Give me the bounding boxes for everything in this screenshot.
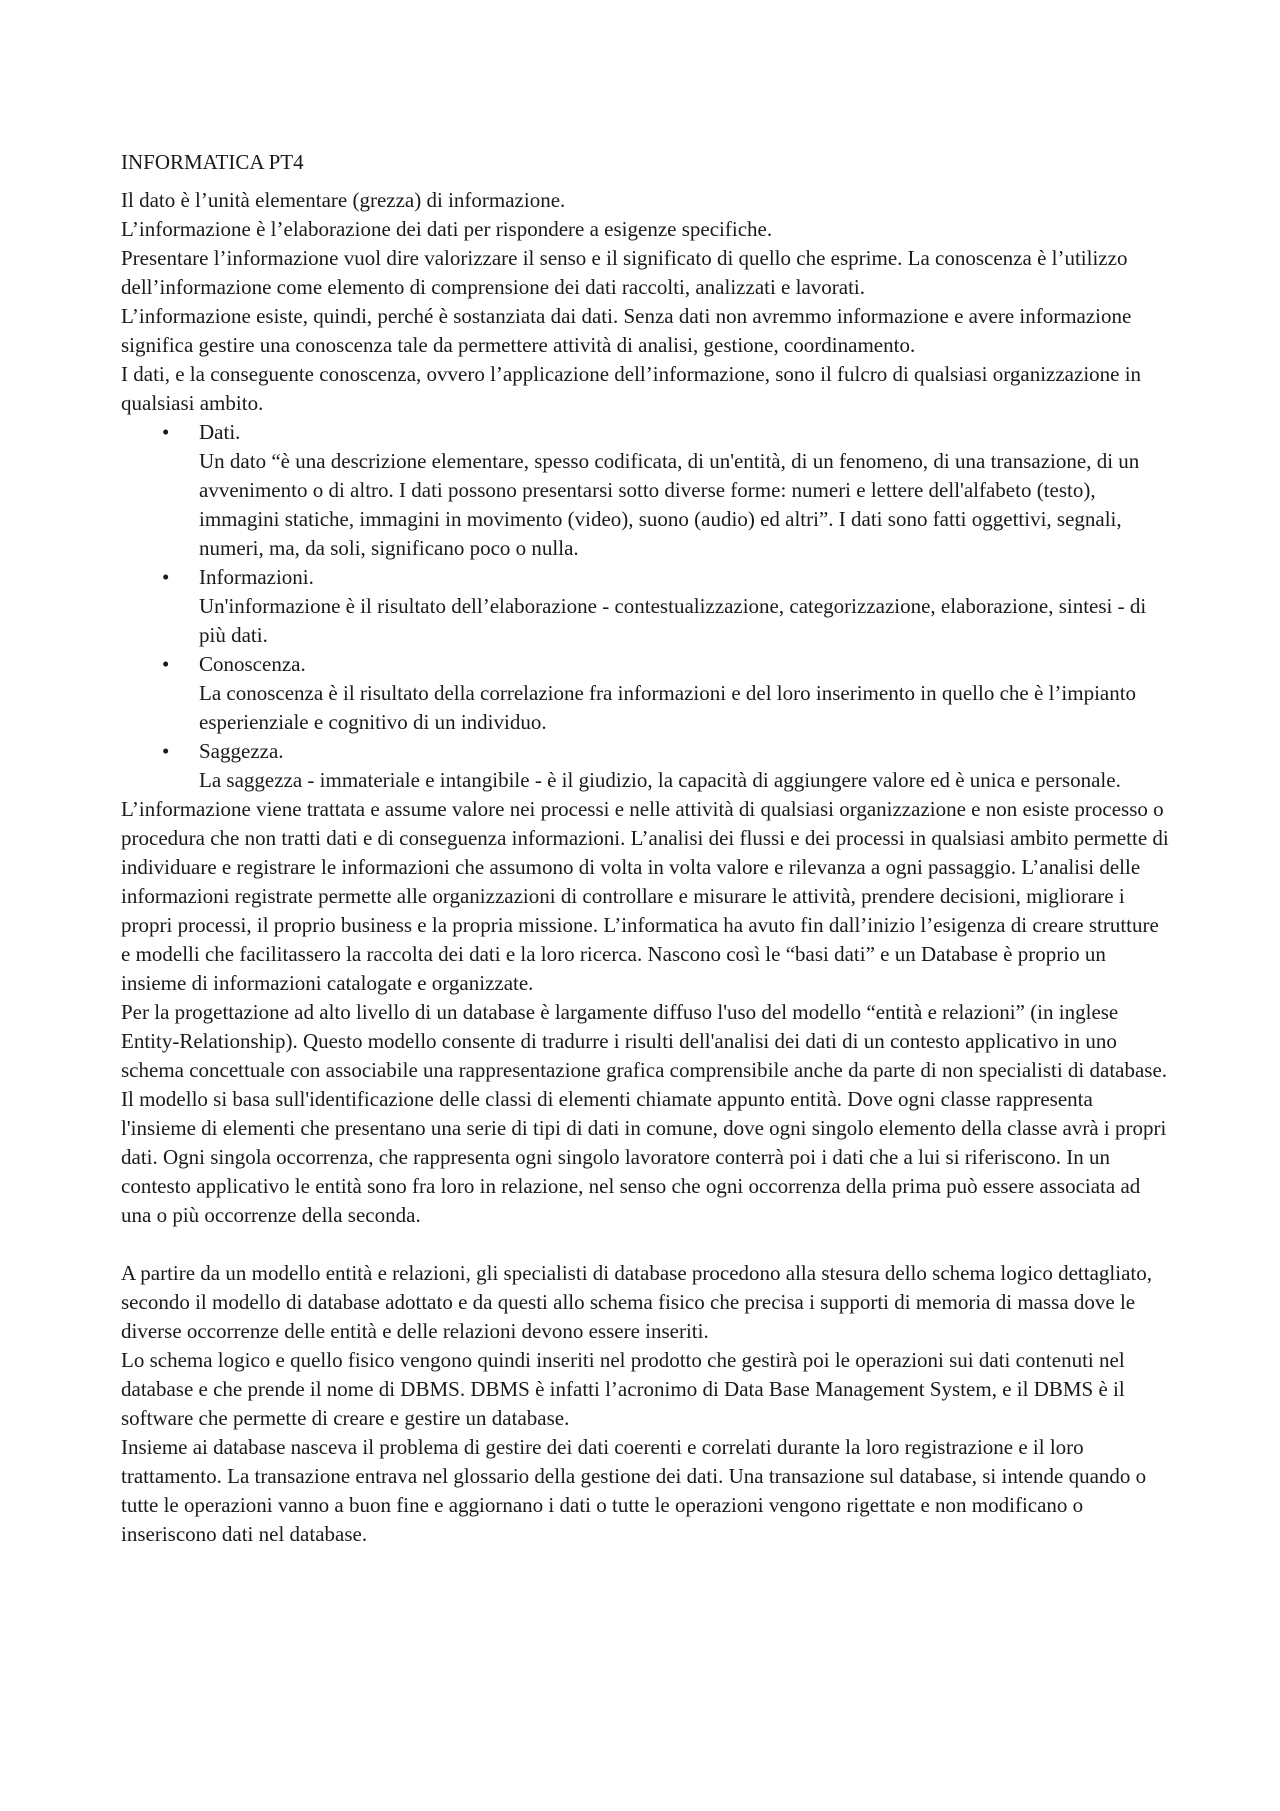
bullet-marker: • (162, 565, 170, 589)
bullet-marker: • (162, 652, 170, 676)
intro-block (121, 186, 1171, 418)
body-block-b (121, 1259, 1171, 1549)
body-paragraph-logical-schema: A partire da un modello entità e relazioni, gli specialisti di database procedono alla stesura dello schema logico dettagliato, secondo il modello di database adottato e da questi allo schema fisico che precisa i supporti di memoria di massa dove le diverse occorrenze delle entità e delle relazioni devono essere inseriti. (121, 1261, 1152, 1343)
body-paragraph-transactions: Insieme ai database nasceva il problema di gestire dei dati coerenti e correlati durante la loro registrazione e il loro trattamento. La transazione entrava nel glossario della gestione dei dati. Una transazione sul database, si intende quando o tutte le operazioni vanno a buon fine e aggiornano i dati o tutte le operazioni vengono rigettate e non modificano o inseriscono dati nel database. (121, 1435, 1147, 1546)
bullet-item-dati (162, 418, 1171, 563)
body-paragraph-entity-relationship: Per la progettazione ad alto livello di un database è largamente diffuso l'uso del modello “entità e relazioni” (in inglese Entity-Relationship). Questo modello consente di tradurre i risulti dell'analisi dei dati di un contesto applicativo in uno schema concettuale con associabile una rappresentazione grafica comprensibile anche da parte di non specialisti di database. Il modello si basa sull'identificazione delle classi di elementi chiamate appunto entità. Dove ogni classe rappresenta l'insieme di elementi che presentano una serie di tipi di dati in comune, dove ogni singolo elemento della classe avrà i propri dati. Ogni singola occorrenza, che rappresenta ogni singolo lavoratore conterrà poi i dati che a lui si riferiscono. In un contesto applicativo le entità sono fra loro in relazione, nel senso che ogni occorrenza della prima può essere associata ad una o più occorrenze della seconda. (121, 1000, 1168, 1227)
intro-paragraph-3: Presentare l’informazione vuol dire valorizzare il senso e il significato di quello che esprime. La conoscenza è l’utilizzo dell’informazione come elemento di comprensione dei dati raccolti, analizzati e lavorati. (121, 246, 1128, 299)
bullet-term: Informazioni. (199, 565, 314, 589)
bullet-text: Un'informazione è il risultato dell’elaborazione - contestualizzazione, categorizzazione, elaborazione, sintesi - di più dati. (199, 594, 1147, 647)
intro-paragraph-5: I dati, e la conseguente conoscenza, ovvero l’applicazione dell’informazione, sono il fulcro di qualsiasi organizzazione in qualsiasi ambito. (121, 362, 1142, 415)
document-page (121, 148, 1171, 1549)
paragraph-spacer (121, 1230, 1171, 1259)
bullet-text: La conoscenza è il risultato della correlazione fra informazioni e del loro inserimento in quello che è l’impianto esperienziale e cognitivo di un individuo. (199, 681, 1137, 734)
document-title: INFORMATICA PT4 (121, 150, 304, 174)
body-block-a (121, 795, 1171, 1230)
intro-paragraph-2: L’informazione è l’elaborazione dei dati per rispondere a esigenze specifiche. (121, 217, 773, 241)
bullet-term: Dati. (199, 420, 241, 444)
body-paragraph-information-processes: L’informazione viene trattata e assume valore nei processi e nelle attività di qualsiasi organizzazione e non esiste processo o procedura che non tratti dati e di conseguenza informazioni. L’analisi dei flussi e dei processi in qualsiasi ambito permette di individuare e registrare le informazioni che assumono di volta in volta valore e rilevanza a ogni passaggio. L’analisi delle informazioni registrate permette alle organizzazioni di controllare e misurare le attività, prendere decisioni, migliorare i propri processi, il proprio business e la propria missione. L’informatica ha avuto fin dall’inizio l’esigenza di creare strutture e modelli che facilitassero la raccolta dei dati e la loro ricerca. Nascono così le “basi dati” e un Database è proprio un insieme di informazioni catalogate e organizzate. (121, 797, 1169, 995)
bullet-item-informazioni (162, 563, 1171, 650)
bullet-item-saggezza (162, 737, 1171, 795)
bullet-term: Saggezza. (199, 739, 284, 763)
concept-bullet-list (121, 418, 1171, 795)
bullet-text: La saggezza - immateriale e intangibile - è il giudizio, la capacità di aggiungere valore ed è unica e personale. (199, 768, 1121, 792)
bullet-item-conoscenza (162, 650, 1171, 737)
intro-paragraph-4: L’informazione esiste, quindi, perché è sostanziata dai dati. Senza dati non avremmo informazione e avere informazione significa gestire una conoscenza tale da permettere attività di analisi, gestione, coordinamento. (121, 304, 1132, 357)
bullet-marker: • (162, 739, 170, 763)
bullet-marker: • (162, 420, 170, 444)
intro-paragraph-1: Il dato è l’unità elementare (grezza) di informazione. (121, 188, 566, 212)
bullet-text: Un dato “è una descrizione elementare, spesso codificata, di un'entità, di un fenomeno, di una transazione, di un avvenimento o di altro. I dati possono presentarsi sotto diverse forme: numeri e lettere dell'alfabeto (testo), immagini statiche, immagini in movimento (video), suono (audio) ed altri”. I dati sono fatti oggettivi, segnali, numeri, ma, da soli, significano poco o nulla. (199, 449, 1140, 560)
body-paragraph-dbms: Lo schema logico e quello fisico vengono quindi inseriti nel prodotto che gestirà poi le operazioni sui dati contenuti nel database e che prende il nome di DBMS. DBMS è infatti l’acronimo di Data Base Management System, e il DBMS è il software che permette di creare e gestire un database. (121, 1348, 1125, 1430)
bullet-term: Conoscenza. (199, 652, 306, 676)
